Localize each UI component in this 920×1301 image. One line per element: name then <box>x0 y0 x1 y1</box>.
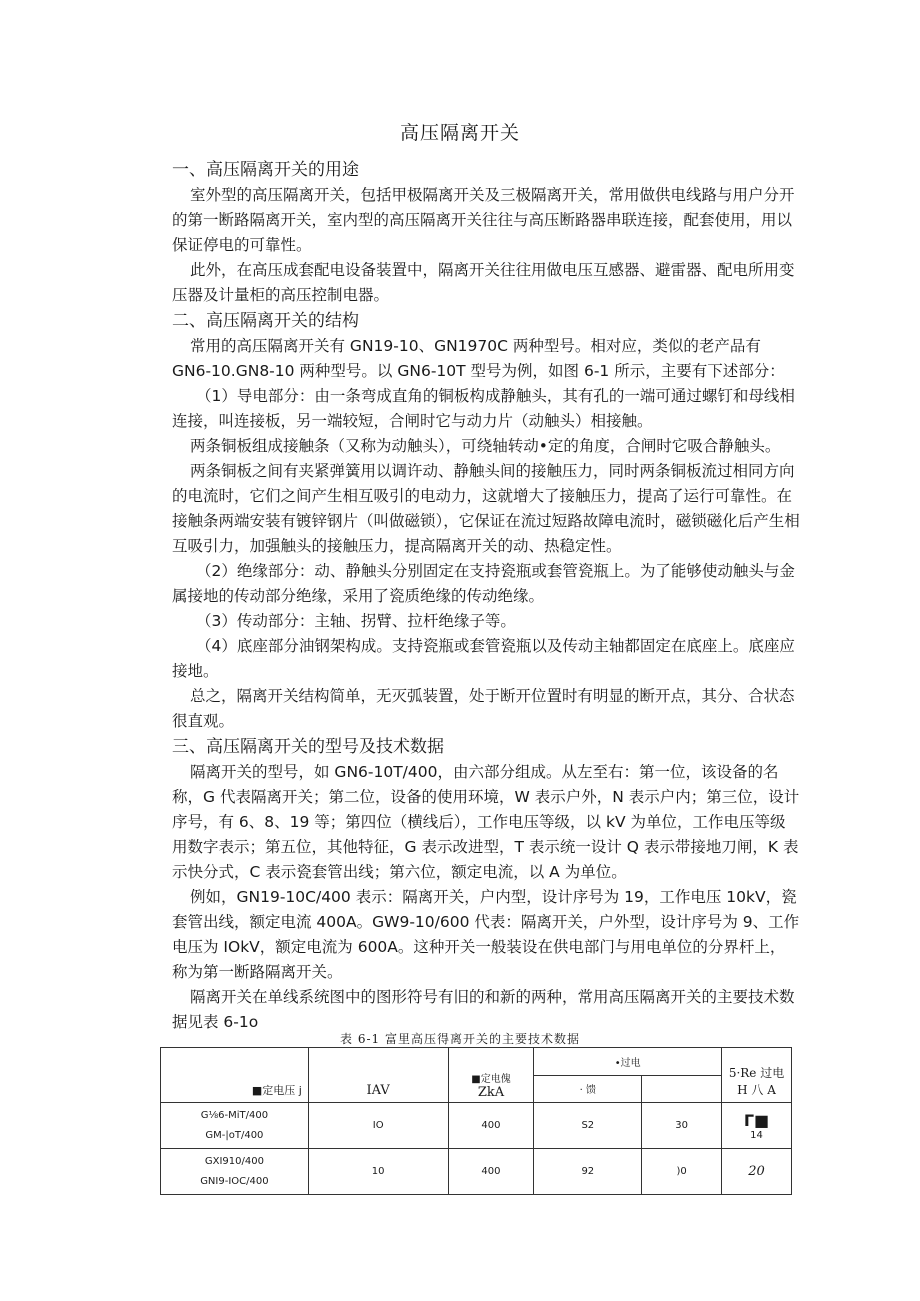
header-empty <box>642 1075 722 1103</box>
header-rated-voltage: ■定电压 j <box>161 1048 309 1103</box>
paragraph: 常用的高压隔离开关有 GN19-10、GN1970C 两种型号。相对应，类似的老产品有 GN6-10.GN8-10 两种型号。以 GN6-10T 型号为例，如图 6-1 所示，主要有下述部分： <box>172 337 785 380</box>
paragraph: 隔离开关的型号，如 GN6-10T/400，由六部分组成。从左至右：第一位，该设备的名称，G 代表隔离开关；第二位，设备的使用环境，W 表示户外，N 表示户内；第三位，设计序号，有 6、8、19 等；第四位（横线后），工作电压等级，以 kV 为单位，工作电压等级用数字表示；第五位，其他特征，G 表示改进型，T 表示统一设计 Q 表示带接地刀闸，K 表示快分式，C 表示瓷套管出线；第六位，额定电流，以 A 为单位。 <box>172 763 800 881</box>
voltage-cell: IO <box>308 1103 448 1149</box>
paragraph: 两条铜板之间有夹紧弹簧用以调许动、静触头间的接触压力，同时两条铜板流过相同方向的电流时，它们之间产生相互吸引的电动力，这就增大了接触压力，提高了运行可靠性。在接触条两端安装有镀锌钢片（叫做磁锁），它保证在流过短路故障电流时，磁锁磁化后产生相互吸引力，加强触头的接触压力，提高隔离开关的动、热稳定性。 <box>172 462 800 555</box>
model-cell <box>161 1149 309 1195</box>
table-row <box>161 1149 792 1195</box>
paragraph: （4）底座部分油钢架构成。支持瓷瓶或套管瓷瓶以及传动主轴都固定在底座上。底座应接地。 <box>172 637 795 680</box>
table-caption: 表 6-1 富里高压得离开关的主要技术数据 <box>340 1032 580 1046</box>
thermal-cell <box>722 1103 792 1149</box>
header-thermal: 5·Re 过电 H 八 A <box>722 1048 792 1103</box>
thermal-mark: Γ■ <box>743 1110 770 1130</box>
paragraph: （1）导电部分：由一条弯成直角的铜板构成静触头，其有孔的一端可通过螺钉和母线相连接，叫连接板，另一端较短，合闸时它与动力片（动触头）相接触。 <box>172 387 795 430</box>
peak-cell: 92 <box>534 1149 642 1195</box>
voltage-cell: 10 <box>308 1149 448 1195</box>
paragraph: 隔离开关在单线系统图中的图形符号有旧的和新的两种，常用高压隔离开关的主要技术数据见表 6-1o <box>172 988 795 1031</box>
header-kv: IAV <box>308 1048 448 1103</box>
paragraph: 室外型的高压隔离开关，包括甲极隔离开关及三极隔离开关，常用做供电线路与用户分开的第一断路隔离开关，室内型的高压隔离开关往往与高压断路器串联连接，配套使用，用以保证停电的可靠性。 <box>172 186 795 254</box>
paragraph: 此外，在高压成套配电设备装置中，隔离开关往往用做电压互感器、避雷器、配电所用变压器及计量柜的高压控制电器。 <box>172 261 795 304</box>
current-cell: 400 <box>448 1103 534 1149</box>
current-cell: 400 <box>448 1149 534 1195</box>
model-name: GXI910/400 <box>204 1155 264 1167</box>
header-overcurrent: •过电 <box>534 1048 722 1076</box>
model-name: GM-|oT/400 <box>205 1129 264 1141</box>
header-peak: · 馈 <box>534 1075 642 1103</box>
table-header-row <box>161 1048 792 1076</box>
paragraph: 例如，GN19-10C/400 表示：隔离开关，户内型，设计序号为 19，工作电压 10kV，瓷套管出线，额定电流 400A。GW9-10/600 代表：隔离开关，户外型，设计序号为 9、工作电压为 IOkV，额定电流为 600A。这种开关一般装设在供电部门与用电单位的分界杆上，称为第一断路隔离开关。 <box>172 888 800 981</box>
table-row <box>161 1103 792 1149</box>
paragraph: （3）传动部分：主轴、拐臂、拉杆绝缘子等。 <box>196 612 516 630</box>
section-heading-1: 一、高压隔离开关的用途 <box>172 160 359 180</box>
model-cell <box>161 1103 309 1149</box>
value-cell: )0 <box>642 1149 722 1195</box>
section-heading-2: 二、高压隔离开关的结构 <box>172 311 359 331</box>
value-cell: 30 <box>642 1103 722 1149</box>
peak-cell: S2 <box>534 1103 642 1149</box>
header-rated-current-unit: ZkA <box>477 1085 505 1100</box>
paragraph: 总之，隔离开关结构简单，无灭弧装置，处于断开位置时有明显的断开点，其分、合状态很直观。 <box>172 687 795 730</box>
model-name: G⅛6-MiT/400 <box>200 1109 269 1121</box>
paragraph: （2）绝缘部分：动、静触头分别固定在支持瓷瓶或套管瓷瓶上。为了能够使动触头与金属接地的传动部分绝缘，采用了瓷质绝缘的传动绝缘。 <box>172 562 795 605</box>
thermal-value: 14 <box>750 1129 763 1141</box>
page-title: 高压隔离开关 <box>399 122 520 144</box>
header-rated-current-top: ■定电傀 <box>471 1074 511 1085</box>
model-name: GNI9-IOC/400 <box>200 1175 269 1187</box>
header-rated-current <box>448 1048 534 1103</box>
paragraph: 两条铜板组成接触条（又称为动触头），可绕轴转动•定的角度，合闸时它吸合静触头。 <box>190 437 781 455</box>
tech-data-table <box>160 1047 792 1195</box>
thermal-value: 20 <box>722 1149 792 1195</box>
document-body <box>172 157 800 1035</box>
section-heading-3: 三、高压隔离开关的型号及技术数据 <box>172 737 444 757</box>
